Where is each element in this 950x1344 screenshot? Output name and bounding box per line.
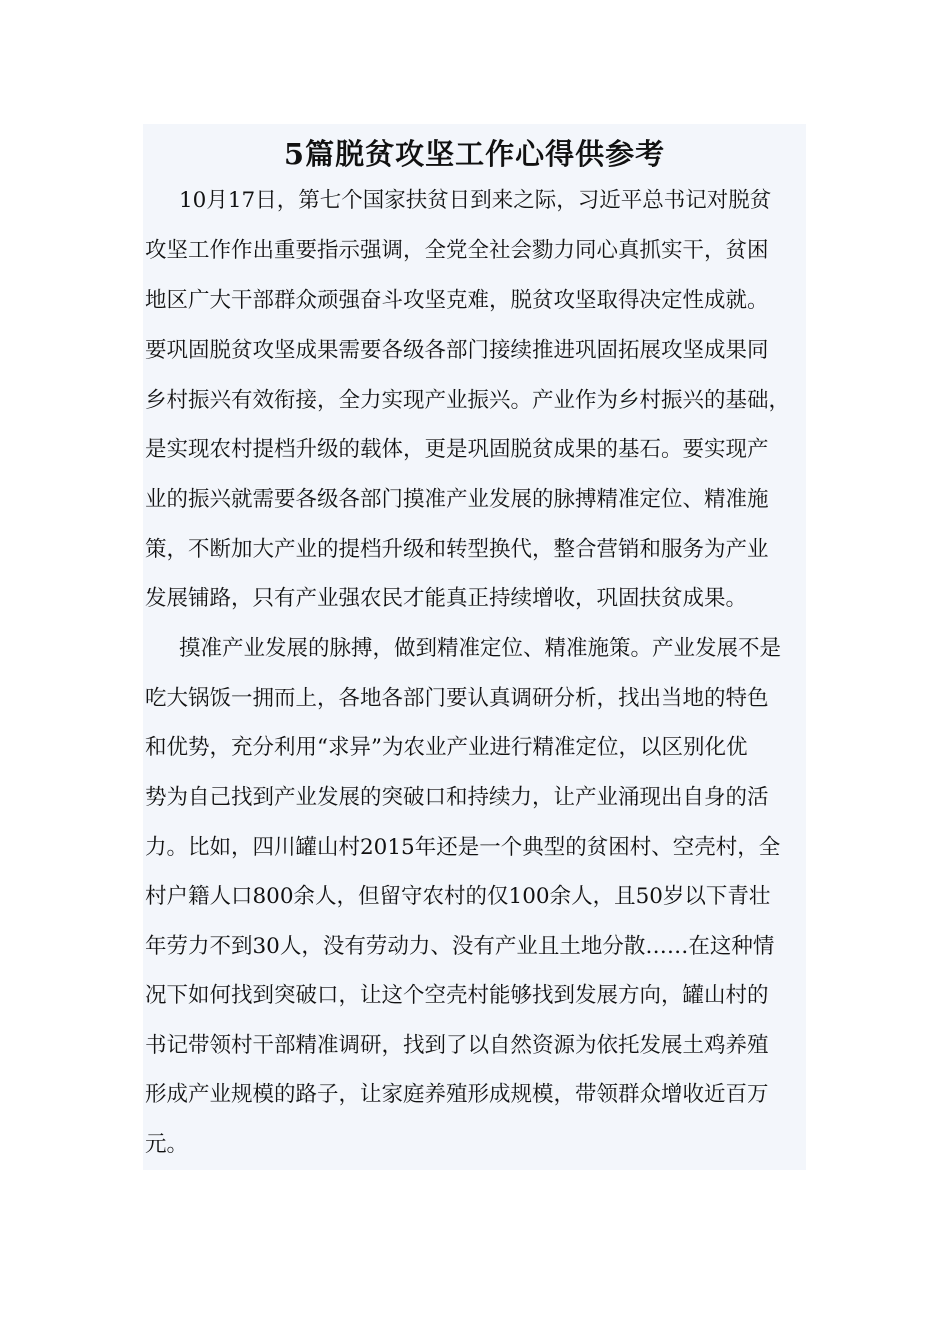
paragraph-line: 乡村振兴有效衔接，全力实现产业振兴。产业作为乡村振兴的基础， [145, 388, 791, 413]
paragraph-line: 策，不断加大产业的提档升级和转型换代，整合营销和服务为产业 [145, 537, 769, 562]
paragraph-line: 形成产业规模的路子，让家庭养殖形成规模，带领群众增收近百万 [145, 1082, 769, 1107]
paragraph-line: 吃大锅饭一拥而上，各地各部门要认真调研分析，找出当地的特色 [145, 686, 769, 711]
paragraph-line: 村户籍人口800余人，但留守农村的仅100余人，且50岁以下青壮 [145, 884, 771, 909]
paragraph-line: 年劳力不到30人，没有劳动力、没有产业且土地分散……在这种情 [145, 934, 775, 959]
paragraph-line: 力。比如，四川罐山村2015年还是一个典型的贫困村、空壳村，全 [145, 835, 781, 860]
paragraph-line: 是实现农村提档升级的载体，更是巩固脱贫成果的基石。要实现产 [145, 437, 769, 462]
paragraph-line: 要巩固脱贫攻坚成果需要各级各部门接续推进巩固拓展攻坚成果同 [145, 338, 769, 363]
paragraph-line: 攻坚工作作出重要指示强调，全党全社会勠力同心真抓实干，贫困 [145, 238, 769, 263]
paragraph-line: 10月17日，第七个国家扶贫日到来之际，习近平总书记对脱贫 [179, 188, 772, 213]
document-title: 5篇脱贫攻坚工作心得供参考 [283, 137, 666, 171]
paragraph-line: 况下如何找到突破口，让这个空壳村能够找到发展方向，罐山村的 [145, 983, 769, 1008]
paragraph-line: 元。 [145, 1132, 189, 1157]
paragraph-line: 书记带领村干部精准调研，找到了以自然资源为依托发展土鸡养殖 [145, 1033, 769, 1058]
paragraph-line: 和优势，充分利用“求异”为农业产业进行精准定位，以区别化优 [145, 735, 748, 760]
paragraph-line: 业的振兴就需要各级各部门摸准产业发展的脉搏精准定位、精准施 [145, 487, 769, 512]
paragraph-line: 势为自己找到产业发展的突破口和持续力，让产业涌现出自身的活 [145, 785, 769, 810]
paragraph-line: 发展铺路，只有产业强农民才能真正持续增收，巩固扶贫成果。 [145, 586, 748, 611]
paragraph-line: 地区广大干部群众顽强奋斗攻坚克难，脱贫攻坚取得决定性成就。 [145, 288, 769, 313]
paragraph-line: 摸准产业发展的脉搏，做到精准定位、精准施策。产业发展不是 [179, 636, 782, 661]
